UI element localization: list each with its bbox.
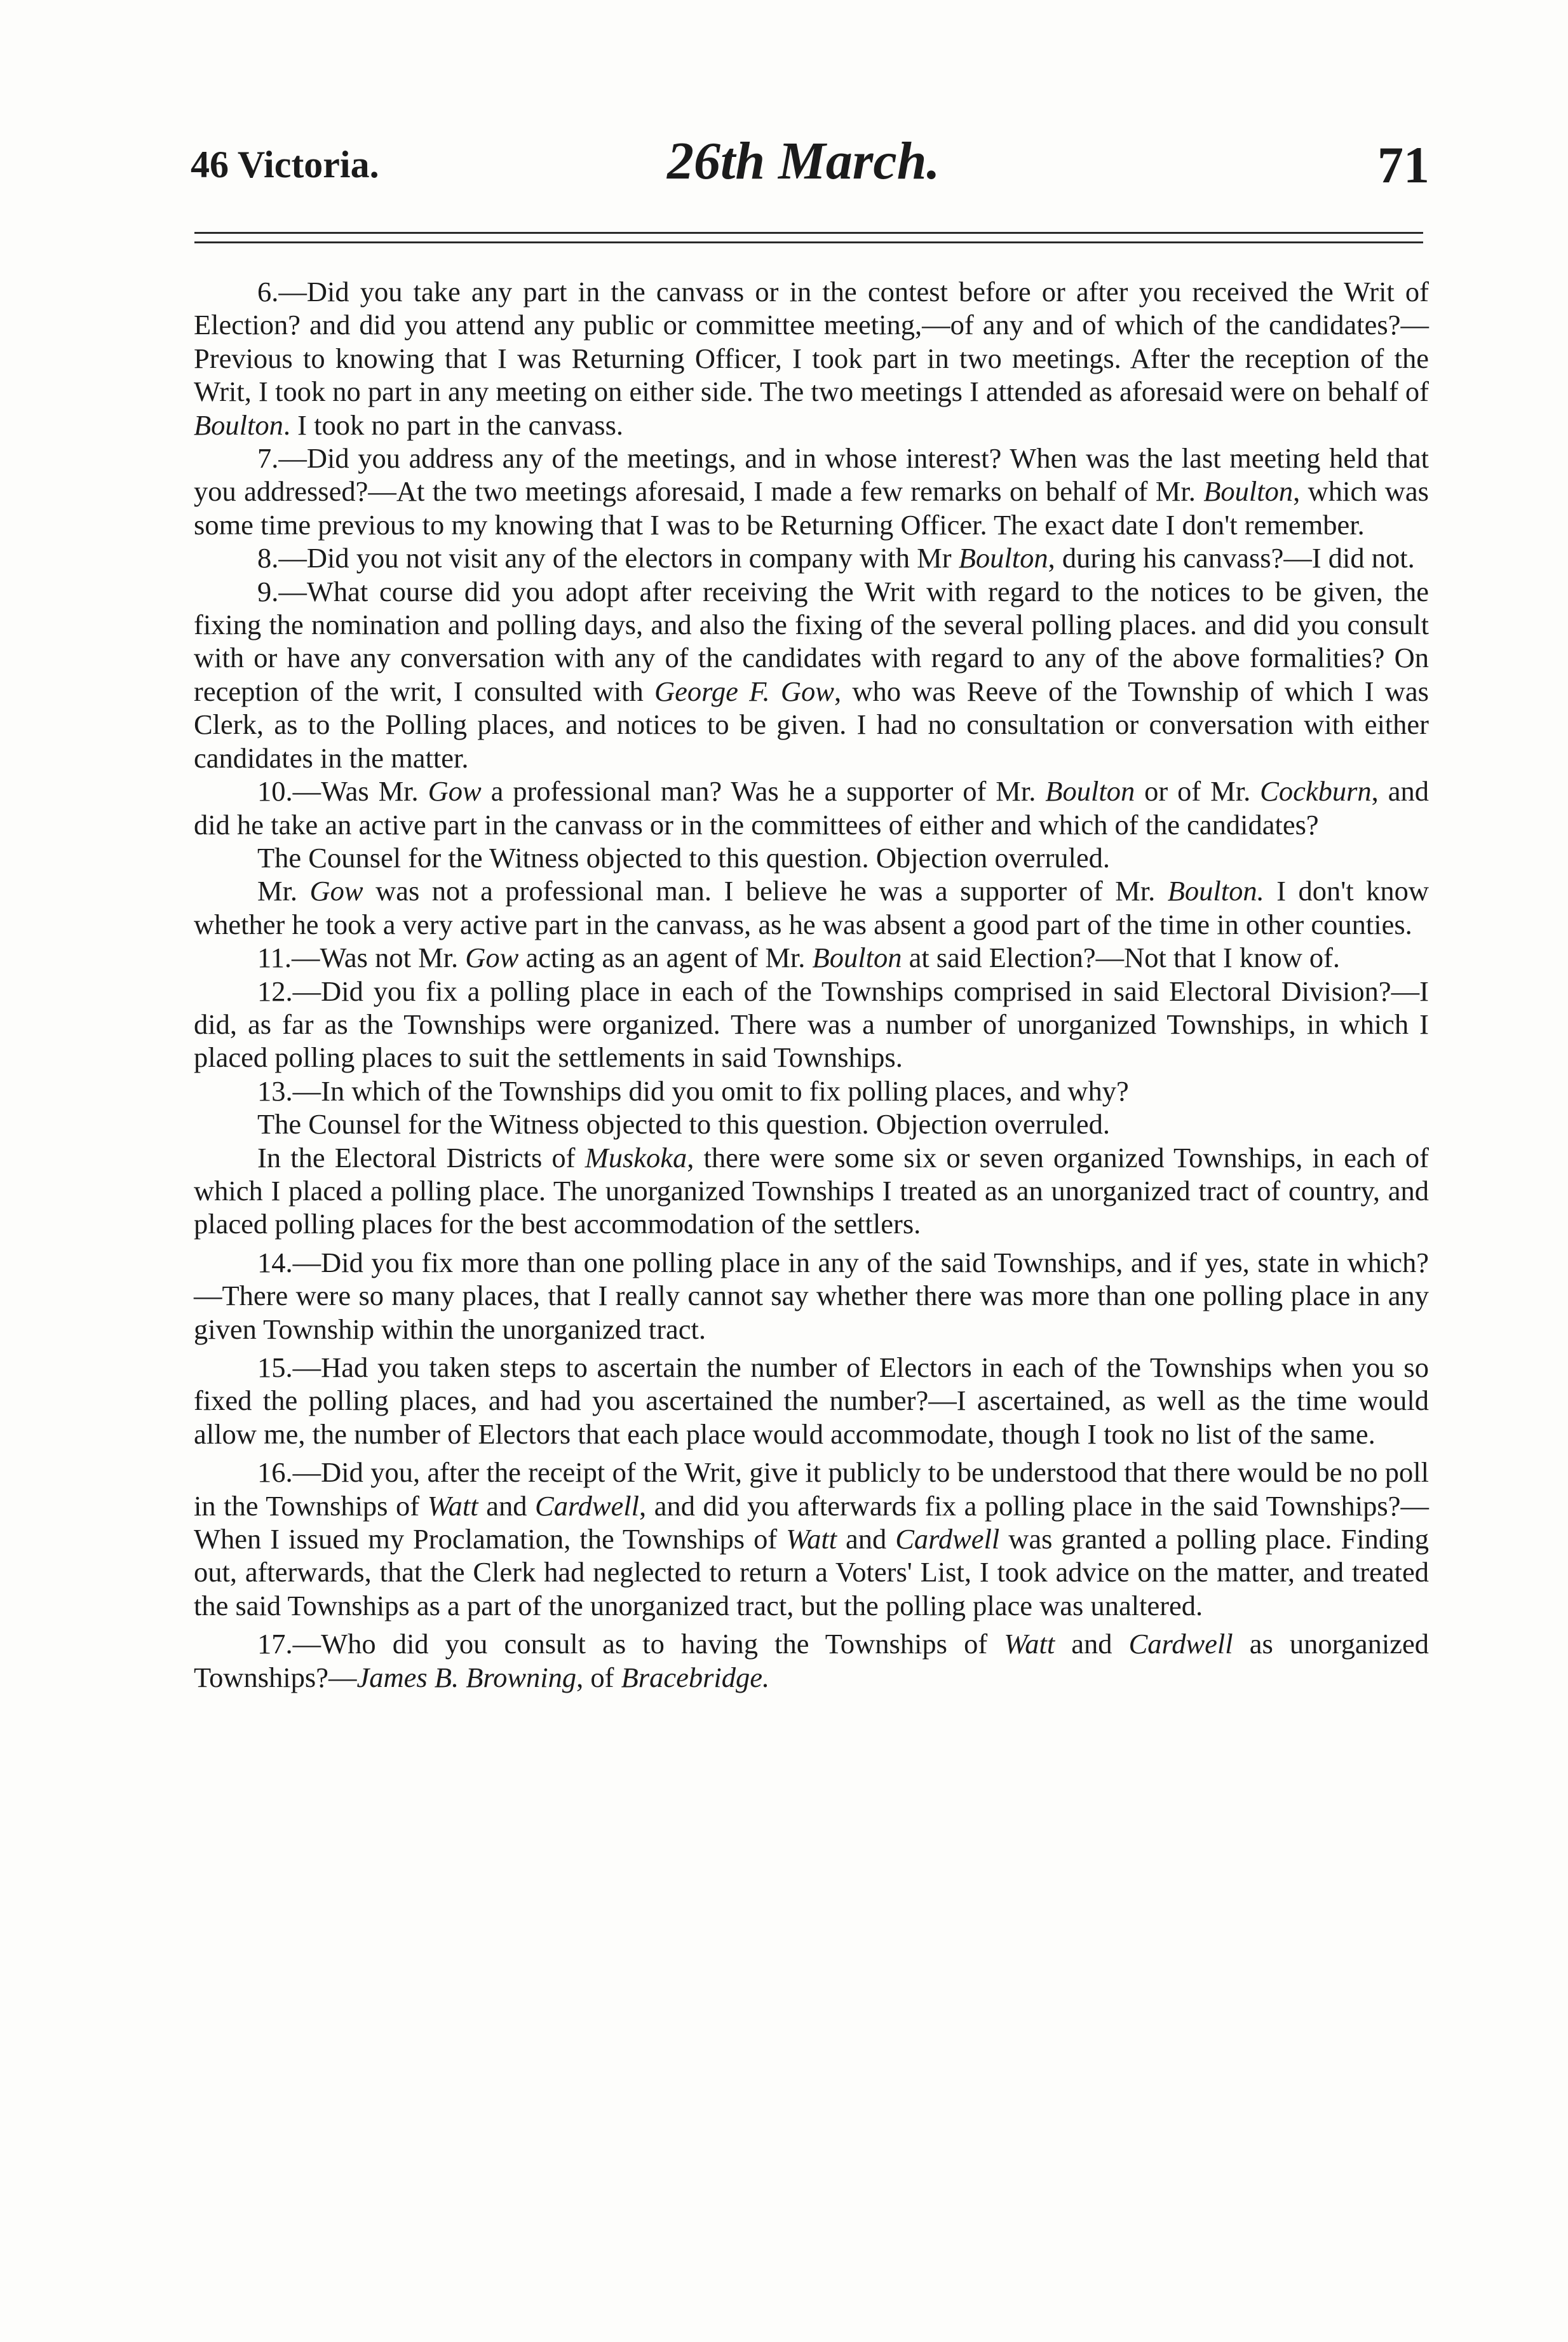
text-run: and [837,1523,896,1555]
paragraph [194,1107,1429,1141]
paragraph [194,874,1429,941]
text-run: as unorganized Townships?— [194,1628,1429,1693]
text-run: , during his canvass?—I did not. [1048,542,1415,574]
text-run: a professional man? Was he a supporter of Mr. [481,775,1046,808]
text-run: The Counsel for the Witness objected to this question. Objection overruled. [257,841,1110,874]
italic-text: Cardwell [895,1523,1000,1555]
italic-text: Muskoka [585,1141,687,1174]
paragraph [194,1627,1429,1694]
italic-text: Cardwell [535,1489,640,1522]
paragraph [194,775,1429,841]
paragraph [194,1074,1429,1107]
italic-text: Cardwell [1128,1628,1233,1660]
italic-text: George F. Gow [654,675,834,707]
italic-text: Boulton [812,942,902,974]
text-run: 12.—Did you fix a polling place in each of the Townships comprised in said Electoral Division?—I did, as far as the Townships were organized. There was a number of unorganized Townships, in which I placed polling places to suit the settlements in said Townships. [194,975,1429,1074]
paragraph [194,1141,1429,1241]
italic-text: Watt [1004,1628,1055,1660]
italic-text: Boulton [1045,775,1135,808]
paragraph [194,841,1429,874]
italic-text: Gow [465,942,519,974]
paragraph [194,275,1429,442]
text-run: Mr. [257,875,310,907]
text-run: , and did you afterwards fix a polling place in the said Townships?—When I issued my Proclamation, the Townships of [194,1489,1429,1555]
italic-text: Watt [427,1489,478,1522]
text-run: , there were some six or seven organized Townships, in each of which I placed a polling place. The unorganized Townships I treated as an unorganized tract of country, and placed polling places for the best accommodation of the settlers. [194,1141,1429,1240]
text-run: , of [576,1661,621,1693]
text-run: 17.—Who did you consult as to having the Townships of [257,1628,1004,1660]
paragraph [194,541,1429,574]
text-run: The Counsel for the Witness objected to this question. Objection overruled. [257,1108,1110,1141]
italic-text: James B. Browning [356,1661,577,1693]
paragraph [194,442,1429,541]
italic-text: Gow [428,775,482,808]
page-number: 71 [1377,136,1429,194]
header-volume: 46 Victoria. [191,144,379,186]
text-run: I don't know whether he took a very active part in the canvass, as he was absent a good part of the time in other counties. [194,875,1429,940]
text-run: , which was some time previous to my knowing that I was to be Returning Officer. The exact date I don't remember. [194,475,1429,541]
text-run: . I took no part in the canvass. [283,409,624,441]
paragraph [194,575,1429,775]
text-run: acting as an agent of Mr. [518,942,813,974]
text-run: and [478,1489,536,1522]
header-date: 26th March. [667,132,940,191]
text-run: 10.—Was Mr. [257,775,428,808]
text-run: 15.—Had you taken steps to ascertain the number of Electors in each of the Townships when you so fixed the polling places, and had you ascertained the number?—I ascertained, as well as the time would allow me, the number of Electors that each place would accommodate, though I took no list of the same. [194,1351,1429,1450]
italic-text: Boulton [194,409,283,441]
text-run: 14.—Did you fix more than one polling place in any of the said Townships, and if yes, state in which?—There were so many places, that I really cannot say whether there was more than one polling place in any given Township within the unorganized tract. [194,1246,1429,1345]
page-header [191,130,1429,200]
text-run: , who was Reeve of the Township of which I was Clerk, as to the Polling places, and notices to be given. I had no consultation or conversation with either candidates in the matter. [194,675,1429,774]
italic-text: Watt [786,1523,837,1555]
italic-text: Bracebridge. [621,1661,770,1693]
paragraph [194,1351,1429,1451]
text-run: was granted a polling place. Finding out, afterwards, that the Clerk had neglected to return a Voters' List, I took advice on the matter, and treated the said Townships as a part of the unorganized tract, but the polling place was unaltered. [194,1523,1429,1621]
italic-text: Cockburn [1260,775,1372,808]
text-run: or of Mr. [1135,775,1260,808]
text-run: at said Election?—Not that I know of. [902,942,1341,974]
italic-text: Boulton. [1167,875,1264,907]
paragraph [194,1246,1429,1346]
text-run: and [1055,1628,1129,1660]
document-body [194,275,1429,1694]
text-run: 8.—Did you not visit any of the electors in company with Mr [257,542,959,574]
header-rule-top [194,232,1423,234]
text-run: 7.—Did you address any of the meetings, and in whose interest? When was the last meeting held that you addressed?—At the two meetings aforesaid, I made a few remarks on behalf of Mr. [194,442,1429,508]
text-run: 11.—Was not Mr. [257,942,466,974]
paragraph [194,975,1429,1074]
text-run: 9.—What course did you adopt after receiving the Writ with regard to the notices to be given, the fixing the nomination and polling days, and also the fixing of the several polling places. and did you consult with or have any conversation with any of the candidates with regard to any of the above formalities? On reception of the writ, I consulted with [194,575,1429,707]
italic-text: Boulton [958,542,1048,574]
text-run: , and did he take an active part in the canvass or in the committees of either and which of the candidates? [194,775,1429,841]
text-run: was not a professional man. I believe he was a supporter of Mr. [363,875,1168,907]
header-rule-bottom [194,241,1423,243]
italic-text: Boulton [1203,475,1294,508]
text-run: 6.—Did you take any part in the canvass or in the contest before or after you received the Writ of Election? and did you attend any public or committee meeting,—of any and of which of the candidates?—Previous to knowing that I was Returning Officer, I took part in two meetings. After the reception of the Writ, I took no part in any meeting on either side. The two meetings I attended as aforesaid were on behalf of [194,276,1429,408]
text-run: 13.—In which of the Townships did you omit to fix polling places, and why? [257,1074,1129,1107]
text-run: 16.—Did you, after the receipt of the Writ, give it publicly to be understood that there would be no poll in the Townships of [194,1456,1429,1522]
italic-text: Gow [309,875,363,907]
paragraph [194,1456,1429,1622]
text-run: In the Electoral Districts of [257,1141,585,1174]
paragraph [194,941,1429,974]
